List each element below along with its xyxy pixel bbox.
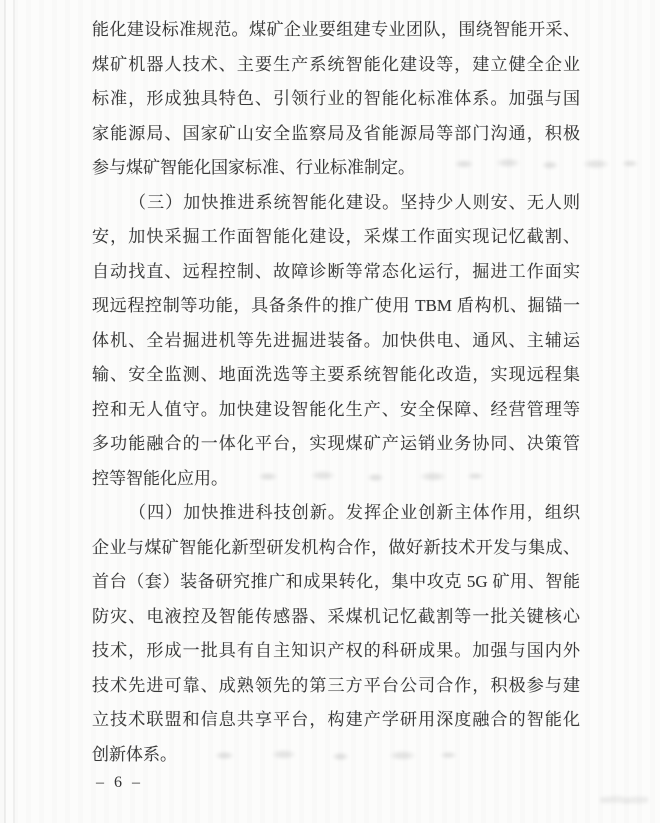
text-line: 现远程控制等功能，具备条件的推广使用 TBM 盾构机、掘锚一 xyxy=(92,296,580,315)
text-line: 能化建设标准规范。煤矿企业要组建专业团队，围绕智能开采、 xyxy=(92,20,580,39)
text-line: （四）加快推进科技创新。发挥企业创新主体作用，组织 xyxy=(129,503,580,522)
ink-bleed-artifact xyxy=(238,466,488,487)
text-line: 体机、全岩掘进机等先进掘进装备。加快供电、通风、主辅运 xyxy=(92,330,580,350)
ink-bleed-artifact xyxy=(192,745,462,766)
text-line: 多功能融合的一体化平台，实现煤矿产运销业务协同、决策管 xyxy=(92,434,580,453)
text-line: （三）加快推进系统智能化建设。坚持少人则安、无人则 xyxy=(129,192,580,212)
text-line: 首台（套）装备研究推广和成果转化，集中攻克 5G 矿用、智能 xyxy=(92,572,580,591)
text-line: 输、安全监测、地面洗选等主要系统智能化改造，实现远程集 xyxy=(92,365,580,384)
text-line: 自动找直、远程控制、故障诊断等常态化运行，掘进工作面实 xyxy=(92,261,580,281)
text-line: 创新体系。 xyxy=(92,744,177,764)
text-line: 煤矿机器人技术、主要生产系统智能化建设等，建立健全企业 xyxy=(92,54,580,74)
text-line: 技术，形成一批具有自主知识产权的科研成果。加强与国内外 xyxy=(92,641,580,660)
text-line: 技术先进可靠、成熟领先的第三方平台公司合作，积极参与建 xyxy=(92,675,580,695)
text-line: 标准，形成独具特色、引领行业的智能化标准体系。加强与国 xyxy=(92,89,580,108)
text-line: 企业与煤矿智能化新型研发机构合作，做好新技术开发与集成、 xyxy=(92,537,580,557)
ink-bleed-artifact xyxy=(440,153,640,175)
scan-edge-artifact xyxy=(13,0,15,823)
page-number: – 6 – xyxy=(96,774,143,791)
text-line: 控和无人值守。加快建设智能化生产、安全保障、经营管理等 xyxy=(92,399,580,419)
ink-bleed-artifact xyxy=(600,793,648,807)
document-body xyxy=(92,13,580,772)
text-line: 安，加快采掘工作面智能化建设，采煤工作面实现记忆截割、 xyxy=(92,227,580,246)
text-line: 立技术联盟和信息共享平台，构建产学研用深度融合的智能化 xyxy=(92,710,580,729)
scan-edge-artifact xyxy=(4,0,6,823)
text-line: 防灾、电液控及智能传感器、采煤机记忆截割等一批关键核心 xyxy=(92,606,580,626)
text-line: 家能源局、国家矿山安全监察局及省能源局等部门沟通，积极 xyxy=(92,123,580,143)
text-line: 参与煤矿智能化国家标准、行业标准制定。 xyxy=(92,158,415,177)
text-line: 控等智能化应用。 xyxy=(92,468,228,488)
